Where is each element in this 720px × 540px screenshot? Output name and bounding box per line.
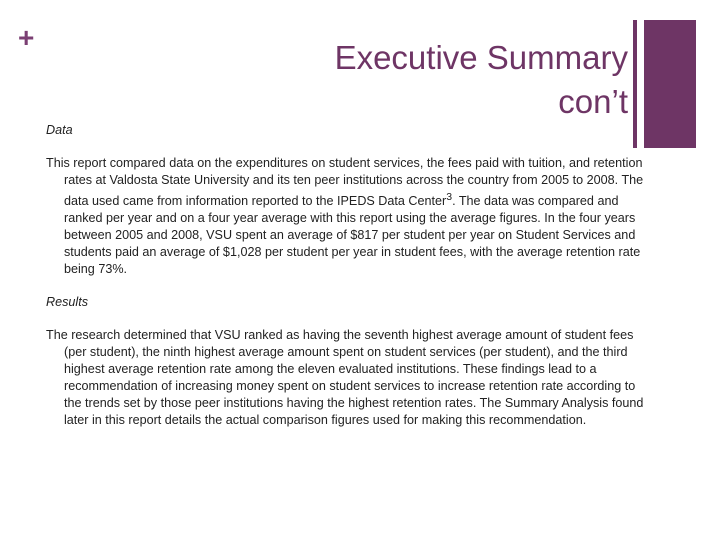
data-paragraph-text-2: . The data was compared and ranked per year and on a four year average with this report using the average figures. In the four years between 2005 and 2008, VSU spent an average of $817 per student per year on Student Services and students paid an average of $1,028 per student per year in student fees, with the average retention rate being 73%. <box>64 194 641 277</box>
slide-title-line-2: con’t <box>558 83 628 120</box>
data-heading: Data <box>46 123 73 137</box>
ipeds-reference: IPEDS Data Center <box>337 194 447 209</box>
slide-title-line-1: Executive Summary <box>334 39 628 76</box>
footnote-number: 3 <box>446 191 453 203</box>
data-paragraph <box>46 155 656 278</box>
results-paragraph: The research determined that VSU ranked as having the seventh highest average amount of student fees (per student), the ninth highest average amount spent on student services (per student), and the third highest average retention rate among the eleven evaluated institutions. These findings lead to a recommendation of increasing money spent on student services to increase retention rate according to the trends set by those peer institutions having the highest retention rates. The Summary Analysis found later in this report details the actual comparison figures used for making this recommendation. <box>46 328 644 428</box>
slide-content <box>46 122 656 445</box>
plus-icon: + <box>18 22 35 53</box>
results-heading: Results <box>46 295 88 310</box>
data-paragraph-text-1: This report compared data on the expenditures on student services, the fees paid with tuition, and retention rates at Valdosta State University and its ten peer institutions across the country from 2005 to 2008. The data used came from information reported to the <box>46 156 644 209</box>
slide-title <box>208 36 628 124</box>
